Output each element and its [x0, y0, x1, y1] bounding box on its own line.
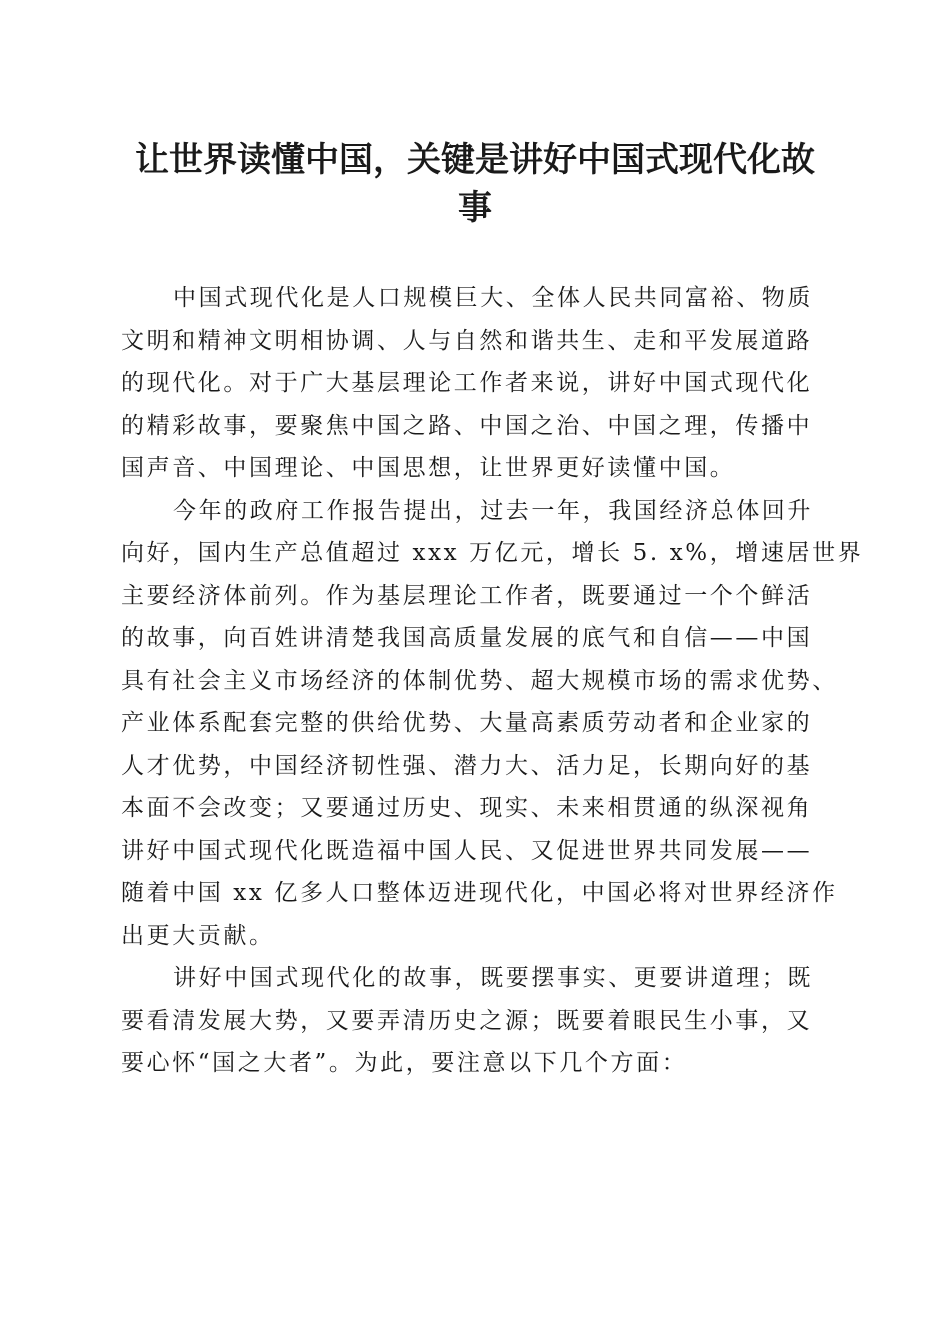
- paragraph-first-line: 今年的政府工作报告提出，过去一年，我国经济总体回升: [173, 497, 813, 524]
- paragraph-line: 产业体系配套完整的供给优势、大量高素质劳动者和企业家的: [121, 710, 813, 736]
- paragraph-line: 向好，国内生产总值超过 xxx 万亿元，增长 5. x%，增速居世界: [121, 540, 864, 566]
- paragraph-line: 的现代化。对于广大基层理论工作者来说，讲好中国式现代化: [121, 370, 813, 396]
- paragraph-line: 本面不会改变；又要通过历史、现实、未来相贯通的纵深视角: [121, 795, 813, 821]
- paragraph-line: 人才优势，中国经济韧性强、潜力大、活力足，长期向好的基: [121, 752, 813, 779]
- title-line: 事: [458, 188, 492, 228]
- document-title: [110, 136, 840, 232]
- document-body: [121, 277, 864, 1085]
- title-line: 让世界读懂中国，关键是讲好中国式现代化故: [135, 140, 815, 180]
- paragraph-line: 要心怀“国之大者”。为此，要注意以下几个方面：: [121, 1050, 688, 1076]
- paragraph-line: 的精彩故事，要聚焦中国之路、中国之治、中国之理，传播中: [121, 412, 813, 439]
- paragraph-line: 出更大贡献。: [121, 922, 275, 949]
- paragraph-line: 主要经济体前列。作为基层理论工作者，既要通过一个个鲜活: [121, 582, 813, 609]
- paragraph-line: 国声音、中国理论、中国思想，让世界更好读懂中国。: [121, 455, 736, 481]
- paragraph-line: 文明和精神文明相协调、人与自然和谐共生、走和平发展道路: [121, 327, 813, 354]
- paragraph-first-line: 讲好中国式现代化的故事，既要摆事实、更要讲道理；既: [173, 965, 813, 991]
- paragraph-line: 随着中国 xx 亿多人口整体迈进现代化，中国必将对世界经济作: [121, 880, 838, 906]
- paragraph-line: 要看清发展大势，又要弄清历史之源；既要着眼民生小事，又: [121, 1007, 813, 1034]
- paragraph-line: 讲好中国式现代化既造福中国人民、又促进世界共同发展——: [121, 837, 813, 864]
- paragraph-line: 的故事，向百姓讲清楚我国高质量发展的底气和自信——中国: [121, 625, 813, 651]
- paragraph-line: 具有社会主义市场经济的体制优势、超大规模市场的需求优势、: [121, 667, 838, 694]
- paragraph-first-line: 中国式现代化是人口规模巨大、全体人民共同富裕、物质: [173, 285, 813, 311]
